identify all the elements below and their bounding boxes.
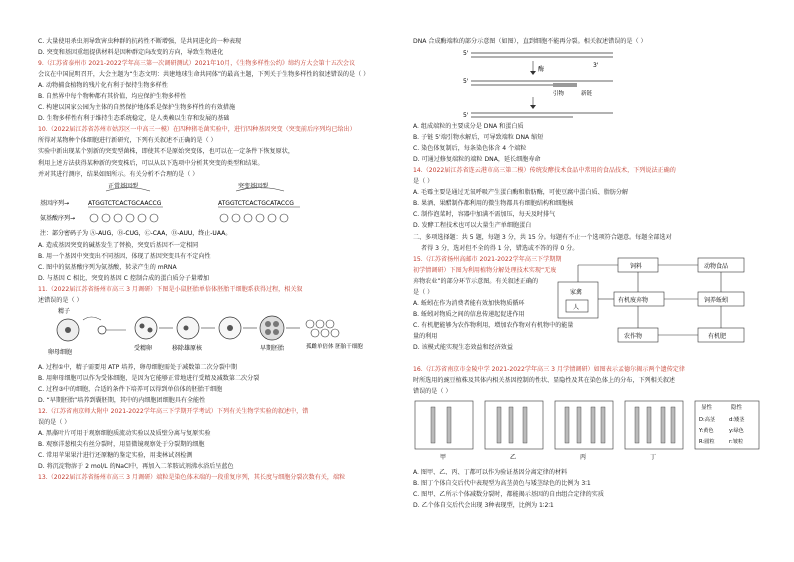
option: C. 过程③中的细胞，合适的条件下培养可以得到单倍体的胚胎干细胞 — [38, 385, 223, 393]
legend-recessive: 隐性 — [731, 404, 743, 411]
eco-farm-diagram — [548, 254, 763, 359]
legend-dominant: 显性 — [701, 404, 713, 411]
option: C. 构建以国家公园为主体的自然保护地体系是保护生物多样性的有效措施 — [38, 104, 236, 112]
section-title: 二、多项选择题：共 5 题，每题 3 分，共 15 分。每题有不止一个选项符合题意。每题全部选对 — [413, 233, 672, 241]
label-5-top: 5' — [463, 50, 469, 58]
option: C. 有机肥能够为农作物利用，增加农作物对有机物中的能量 — [413, 321, 574, 329]
option: A. 黑藻叶片可用于观察细胞质流动实验以及质壁分离与复原实验 — [38, 430, 211, 438]
home-box: 家禽 — [570, 288, 583, 296]
text-line: 并对其进行测序，结果如图所示。有关分析不合理的是（ ） — [38, 170, 199, 178]
stem-cell-label: 孤雌单倍体 胚胎干细胞 — [306, 343, 363, 350]
text-line: 所得对某物种个体细胞进行新研究，下列有关叙述不正确的是（ ） — [38, 137, 217, 145]
option: D. 发酵工程技术也可以大量生产单细胞蛋白 — [413, 222, 532, 230]
animal-food-box: 动物食品 — [704, 262, 729, 270]
question-source: 14.（2022届江苏省连云港市高三第二模）传统发酵技术食品中常用的食品技术，下列说法正确的 — [413, 167, 676, 175]
option: B. 蚯蚓对物质之间的信息传递起促进作用 — [413, 310, 525, 318]
question-source-cont: 初学情调研）下图为利用植物分解处理技术实现“无废 — [413, 266, 557, 274]
option: A. 过程①中，精子需要用 ATP 培养，卵母细胞需处于减数第二次分裂中期 — [38, 363, 237, 371]
option: B. 子链 5'端引物水解后，可导致端粒 DNA 缩短 — [413, 134, 544, 142]
organic-waste-box: 有机废弃物 — [618, 296, 649, 304]
option: C. 图甲、乙所示个体减数分裂时，都能揭示基因的自由组合定律的实质 — [413, 490, 604, 498]
early-embryo — [260, 316, 284, 340]
stem-cell-cluster — [306, 320, 339, 337]
text-line: D. 突变和基因重组提供材料是因种群定向改变的方向，导致生物进化 — [38, 49, 224, 57]
text-line: 量的利用 — [413, 332, 438, 340]
zygote-label: 受精卵 — [134, 344, 153, 352]
question-source: 9.（江苏省泰州市 2021-2022学年高三第一次调研测试）2021年10月，《生物多样性公约》缔约方大会第十五次会议 — [38, 60, 356, 68]
legend-r: r:皱粒 — [729, 438, 744, 445]
mutant-label: 突变基因型 — [238, 182, 269, 190]
label-5-mid: 5' — [463, 78, 469, 86]
gene-seq-label: 基因序列→ — [40, 199, 70, 207]
pea-chromosome-figure — [413, 397, 763, 467]
chromosome-svg — [413, 397, 763, 467]
label-ding: 丁 — [650, 453, 657, 461]
seq-mut: ATGGTCTCACTGCATACCG — [218, 199, 294, 207]
text-line: 弃物农业”的部分环节示意图。有关叙述正确的 — [413, 277, 539, 285]
text-line: 时所选用的豌豆植株及其体内相关基因控制的性状、显隐性及其在染色体上的分布，下列相关叙述 — [413, 376, 676, 384]
text-line: 错误的是（ ） — [413, 387, 452, 395]
zygote — [135, 317, 157, 339]
option: A. 蚯蚓在作为消费者能有效加快物质循环 — [413, 299, 525, 307]
option: B. 用卵母细胞可以作为受体细胞，是因为它能够正常地进行受精及减数第二次分裂 — [38, 374, 260, 382]
text-line: 误的是（ ） — [38, 419, 71, 427]
q15-block — [413, 254, 763, 364]
gene-legend — [695, 401, 759, 449]
option: C. 图中的氨基酸序列为氨基酸，转录产生的 mRNA — [38, 263, 177, 271]
gene-sequence-svg — [38, 180, 388, 240]
question-source: 10.（2022届江苏省苏州市姑苏区一中高三一模）在四种猪毛菌实验中，进行四种基因突变（突变前后序列均已给出） — [38, 126, 356, 134]
text-line: 是（ ） — [413, 288, 434, 296]
text-line: 述错误的是（ ） — [38, 296, 83, 304]
codon-note: 注：部分密码子为 Ⓐ-AUG，Ⓑ-CUG，Ⓒ-CAA，Ⓓ-AUU，终止-UAA。 — [40, 229, 232, 237]
option: C. 常用苹果果汁进行还原糖的鉴定实验，用斐林试剂检测 — [38, 452, 193, 460]
option: A. 毛霉主要是通过无氧呼吸产生蛋白酶和脂肪酶，可使豆腐中蛋白质、脂肪分解 — [413, 189, 629, 197]
embryo-stem-cell-figure — [38, 306, 388, 362]
label-bing: 丙 — [580, 453, 587, 461]
fertilizer-box: 有机肥 — [708, 332, 727, 340]
cell-yi — [485, 401, 543, 461]
option: D. 可通过修复端粒的端粒 DNA，延长细胞寿命 — [413, 156, 541, 164]
question-source: 16.（江苏省南京市金陵中学 2021-2022学年高三 3 月学情调研）如图表示孟德尔揭示两个遗传定律 — [413, 365, 685, 373]
text-line: 是（ ） — [413, 178, 434, 186]
right-column — [413, 36, 763, 511]
legend-D: D:高茎 — [699, 416, 716, 423]
option: B. 用一个基因中突变出不同基因，体现了基因突变具有不定向性 — [38, 252, 211, 260]
legend-y: y:绿色 — [729, 427, 744, 434]
option: A. 动物捕食植物的残片化有利于保持生物多样性 — [38, 82, 168, 90]
cell-ding — [625, 401, 683, 461]
feed-box: 饲料 — [630, 262, 643, 270]
option: D. “早期胚胎”培养到囊胚期，其中的内细胞团细胞具有全能性 — [38, 397, 206, 405]
cell-bing — [555, 401, 613, 461]
wild-type-label: 正常基因型 — [108, 182, 139, 190]
early-embryo-label: 早期胚胎 — [260, 344, 285, 352]
option: A. 造成基因突变的碱基发生了替换，突变后基因不一定相同 — [38, 241, 199, 249]
gene-sequence-figure — [38, 180, 388, 240]
primer-block — [553, 83, 577, 87]
option: D. 将沉淀物溶于 2 mol/L 的NaCl中，再加入二苯胺试剂沸水浴后呈蓝色 — [38, 463, 234, 471]
remove-label: 移除雄原核 — [172, 344, 203, 352]
option: D. 乙个体自交后代会出现 3种表现型，比例为 1∶2∶1 — [413, 501, 554, 509]
question-source: 12.（江苏省南京师大附中 2021-2022学年高三下学期开学考试）下列有关生物学实验的叙述中，错 — [38, 408, 309, 416]
amino-acid-chain — [40, 214, 288, 222]
human-box: 人 — [573, 303, 580, 311]
crop-box: 农作物 — [624, 332, 643, 340]
option: C. 染色体复制后，每条染色体含 4 个端粒 — [413, 145, 527, 153]
option: B. 果酒、果醋制作都利用的微生物都具有细胞结构和细胞核 — [413, 200, 574, 208]
telomere-svg — [413, 47, 763, 121]
telomere-figure — [413, 47, 763, 121]
question-source: 15.（江苏省扬州高邮市 2021-2022学年高三下学期期 — [413, 255, 562, 263]
label-5-bottom: 5' — [463, 112, 469, 120]
text-line: 会议在中国昆明召开，大会主题为“生态文明：共建地球生命共同体”的最高主题，下列关于生物多样性的叙述错误的是（ ） — [38, 71, 370, 79]
question-source: 11.（2022届江苏省扬州市高三 3 月调研）下图是小鼠胚胎单倍体胚胎干细胞系获得过程，相关叙 — [38, 285, 303, 293]
text-line: DNA 合成酶端粒的部分示意图（如图），直到细胞不能再分裂。相关叙述错误的是（ ） — [413, 38, 647, 45]
option: B. 观察洋葱根尖有丝分裂时，用显微镜观察处于分裂期的细胞 — [38, 441, 205, 449]
text-line: 者得 3 分，选对但不全的得 1 分，错选或不答的得 0 分。 — [421, 244, 579, 252]
option: D. 与基因 C 相比，突变的基因 C 控制合成的蛋白质分子量增加 — [38, 274, 210, 282]
enzyme-label: 酶 — [538, 66, 545, 74]
question-source: 13.（2022届江苏省扬州市高三 3 月调研）端粒是染色体末端的一段重复序列，其长度与细胞分裂次数有关，端粒 — [38, 474, 346, 482]
amino-seq-label: 氨基酸序列→ — [40, 214, 76, 222]
seq-wild: ATGGTCTCACTGCAACCG — [88, 199, 162, 207]
option: C. 制作泡菜时，容器中加满不需加压，每天及时排气 — [413, 211, 556, 219]
oocyte-label: 卵母细胞 — [48, 348, 73, 356]
option: D. 生物多样性有利于维持生态系统稳定，是人类赖以生存和发展的基础 — [38, 115, 230, 123]
label-jia: 甲 — [440, 453, 447, 461]
legend-d: d:矮茎 — [729, 416, 745, 423]
earthworm-box: 饲养蚯蚓 — [704, 296, 729, 304]
option: A. 组成端粒的主要成分是 DNA 和蛋白质 — [413, 123, 524, 131]
text-line: 实验中新出现某个别新的突变型菌株，即使其不是原始突变体，也可以在一定条件下恢复原状， — [38, 148, 294, 156]
new-strand-label: 新链 — [581, 91, 593, 98]
text-line: 利用上述方法获得某种新的突变株后，可以从以下选项中分析其突变的类型和结果。 — [38, 159, 264, 167]
legend-Y: Y:黄色 — [699, 427, 714, 434]
option: A. 图甲、乙、丙、丁都可以作为验证基因分离定律的材料 — [413, 468, 568, 476]
option: B. 自然界中每个物种都有其价值，均应保护生物多样性 — [38, 93, 187, 101]
option: D. 该模式能实现生态效益和经济效益 — [413, 343, 513, 351]
label-yi: 乙 — [510, 453, 517, 461]
legend-R: R:圆粒 — [699, 438, 715, 445]
embryo-figure-svg — [38, 306, 388, 362]
text-line: C. 大量使用杀虫剂导致害虫种群的抗药性不断增强，是共同进化的一种表现 — [38, 38, 242, 45]
primer-label: 引物 — [553, 91, 565, 98]
sperm-label: 精子 — [58, 307, 71, 315]
option: B. 图丁个体自交后代中表现型为高茎黄色与矮茎绿色的比例为 3∶1 — [413, 479, 591, 487]
left-column — [38, 36, 388, 483]
cell-jia — [415, 401, 473, 461]
label-3: 3' — [593, 62, 599, 70]
